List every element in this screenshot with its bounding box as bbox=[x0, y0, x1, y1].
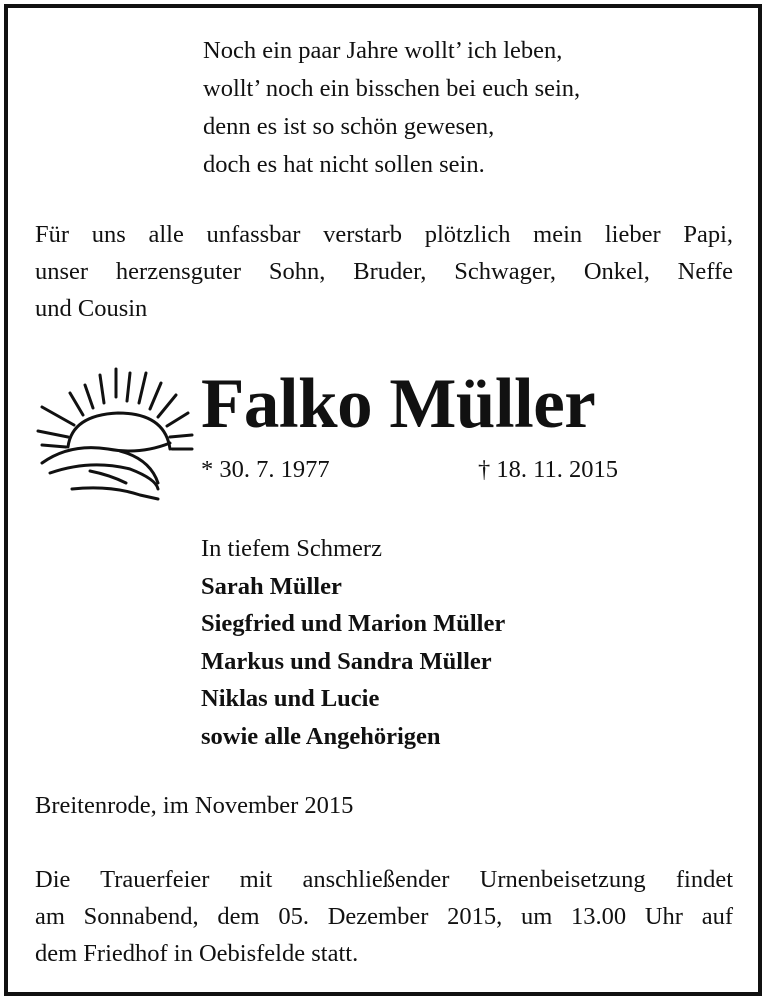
mourner-name: Siegfried und Marion Müller bbox=[201, 610, 506, 637]
obituary-notice bbox=[4, 4, 762, 996]
mourners-heading: In tiefem Schmerz bbox=[201, 535, 382, 562]
poem-verse bbox=[203, 32, 580, 184]
poem-line: denn es ist so schön gewesen, bbox=[203, 113, 495, 140]
intro-line: und Cousin bbox=[35, 295, 148, 322]
mourners-list bbox=[201, 530, 505, 755]
sunset-hills-icon bbox=[30, 363, 200, 503]
mourner-name: Markus und Sandra Müller bbox=[201, 647, 492, 675]
mourner-name: Niklas und Lucie bbox=[201, 685, 380, 712]
mourner-name: Sarah Müller bbox=[201, 572, 342, 600]
mourner-name: sowie alle Angehörigen bbox=[201, 722, 441, 750]
intro-line: unser herzensguter Sohn, Bruder, Schwager, Onkel, Neffe bbox=[35, 258, 733, 285]
intro-line: Für uns alle unfassbar verstarb plötzlich mein lieber Papi, bbox=[35, 221, 733, 248]
service-line: Die Trauerfeier mit anschließender Urnenbeisetzung findet bbox=[35, 866, 733, 893]
birth-date: * 30. 7. 1977 bbox=[201, 456, 330, 483]
death-date: † 18. 11. 2015 bbox=[478, 456, 618, 483]
place-date: Breitenrode, im November 2015 bbox=[35, 792, 354, 819]
intro-text bbox=[35, 216, 733, 327]
poem-line: Noch ein paar Jahre wollt’ ich leben, bbox=[203, 37, 563, 64]
service-line: am Sonnabend, dem 05. Dezember 2015, um 13.00 Uhr auf bbox=[35, 903, 733, 930]
funeral-service-info bbox=[35, 861, 733, 972]
poem-line: wollt’ noch ein bisschen bei euch sein, bbox=[203, 75, 581, 102]
deceased-name: Falko Müller bbox=[201, 365, 596, 443]
service-line: dem Friedhof in Oebisfelde statt. bbox=[35, 940, 359, 967]
poem-line: doch es hat nicht sollen sein. bbox=[203, 151, 485, 178]
